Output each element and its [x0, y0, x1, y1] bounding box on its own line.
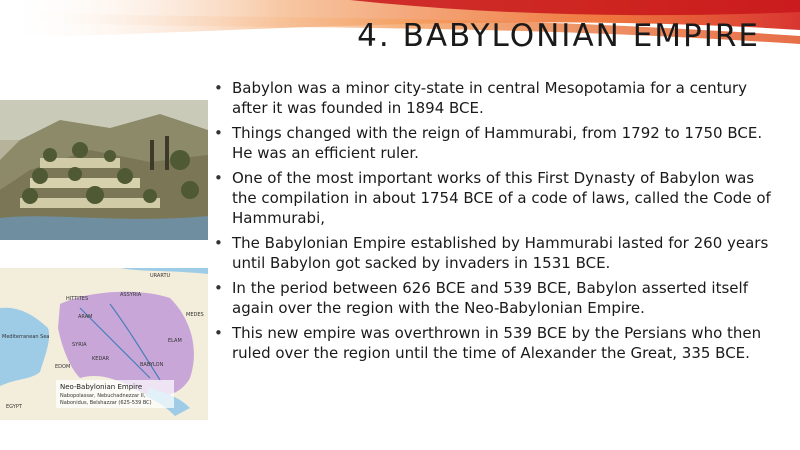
bullet-item	[214, 168, 774, 228]
map-label-urartu: URARTU	[150, 273, 171, 279]
map-label-babylon: BABYLON	[140, 362, 164, 368]
bullet-list	[214, 78, 774, 368]
map-label-aram: ARAM	[78, 314, 93, 320]
bullet-item	[214, 323, 774, 363]
map-title: Neo-Babylonian Empire	[60, 383, 143, 391]
bullet-text: In the period between 626 BCE and 539 BCE, Babylon asserted itself again over the region with the Neo-Babylonian Empire.	[232, 279, 748, 317]
map-rulers-line2: Nabonidus, Belshazzar (625-539 BC)	[60, 400, 152, 406]
neo-babylonian-empire-map	[0, 268, 208, 420]
bullet-marker: •	[214, 279, 223, 297]
bullet-marker: •	[214, 124, 223, 142]
map-label-kedar: KEDAR	[92, 356, 110, 362]
bullet-text: One of the most important works of this First Dynasty of Babylon was the compilation in about 1754 BCE of a code of laws, called the Code of Hammurabi,	[232, 169, 771, 227]
bullet-item	[214, 233, 774, 273]
bullet-marker: •	[214, 169, 223, 187]
bullet-item	[214, 123, 774, 163]
bullet-marker: •	[214, 324, 223, 342]
map-label-hittites: HITTITES	[66, 296, 89, 302]
map-label-medes: MEDES	[186, 312, 204, 318]
map-label-assyria: ASSYRIA	[120, 292, 142, 298]
bullet-item	[214, 78, 774, 118]
hanging-gardens-illustration	[0, 100, 208, 240]
map-label-edom: EDOM	[55, 364, 71, 370]
bullet-marker: •	[214, 79, 223, 97]
map-label-sea: Mediterranean Sea	[2, 334, 50, 340]
slide-title: 4. BABYLONIAN EMPIRE	[357, 18, 760, 54]
bullet-marker: •	[214, 234, 223, 252]
bullet-item	[214, 278, 774, 318]
map-label-elam: ELAM	[168, 338, 182, 344]
bullet-text: The Babylonian Empire established by Hammurabi lasted for 260 years until Babylon got sacked by invaders in 1531 BCE.	[232, 234, 769, 272]
bullet-text: Things changed with the reign of Hammurabi, from 1792 to 1750 BCE. He was an efficient ruler.	[232, 124, 763, 162]
map-label-egypt: EGYPT	[6, 404, 22, 410]
map-rulers-line1: Nabopolassar, Nebuchadnezzar II,	[60, 393, 146, 399]
bullet-text: Babylon was a minor city-state in central Mesopotamia for a century after it was founded in 1894 BCE.	[232, 79, 748, 117]
bullet-text: This new empire was overthrown in 539 BCE by the Persians who then ruled over the region until the time of Alexander the Great, 335 BCE.	[232, 324, 762, 362]
map-label-syria: SYRIA	[72, 342, 87, 348]
